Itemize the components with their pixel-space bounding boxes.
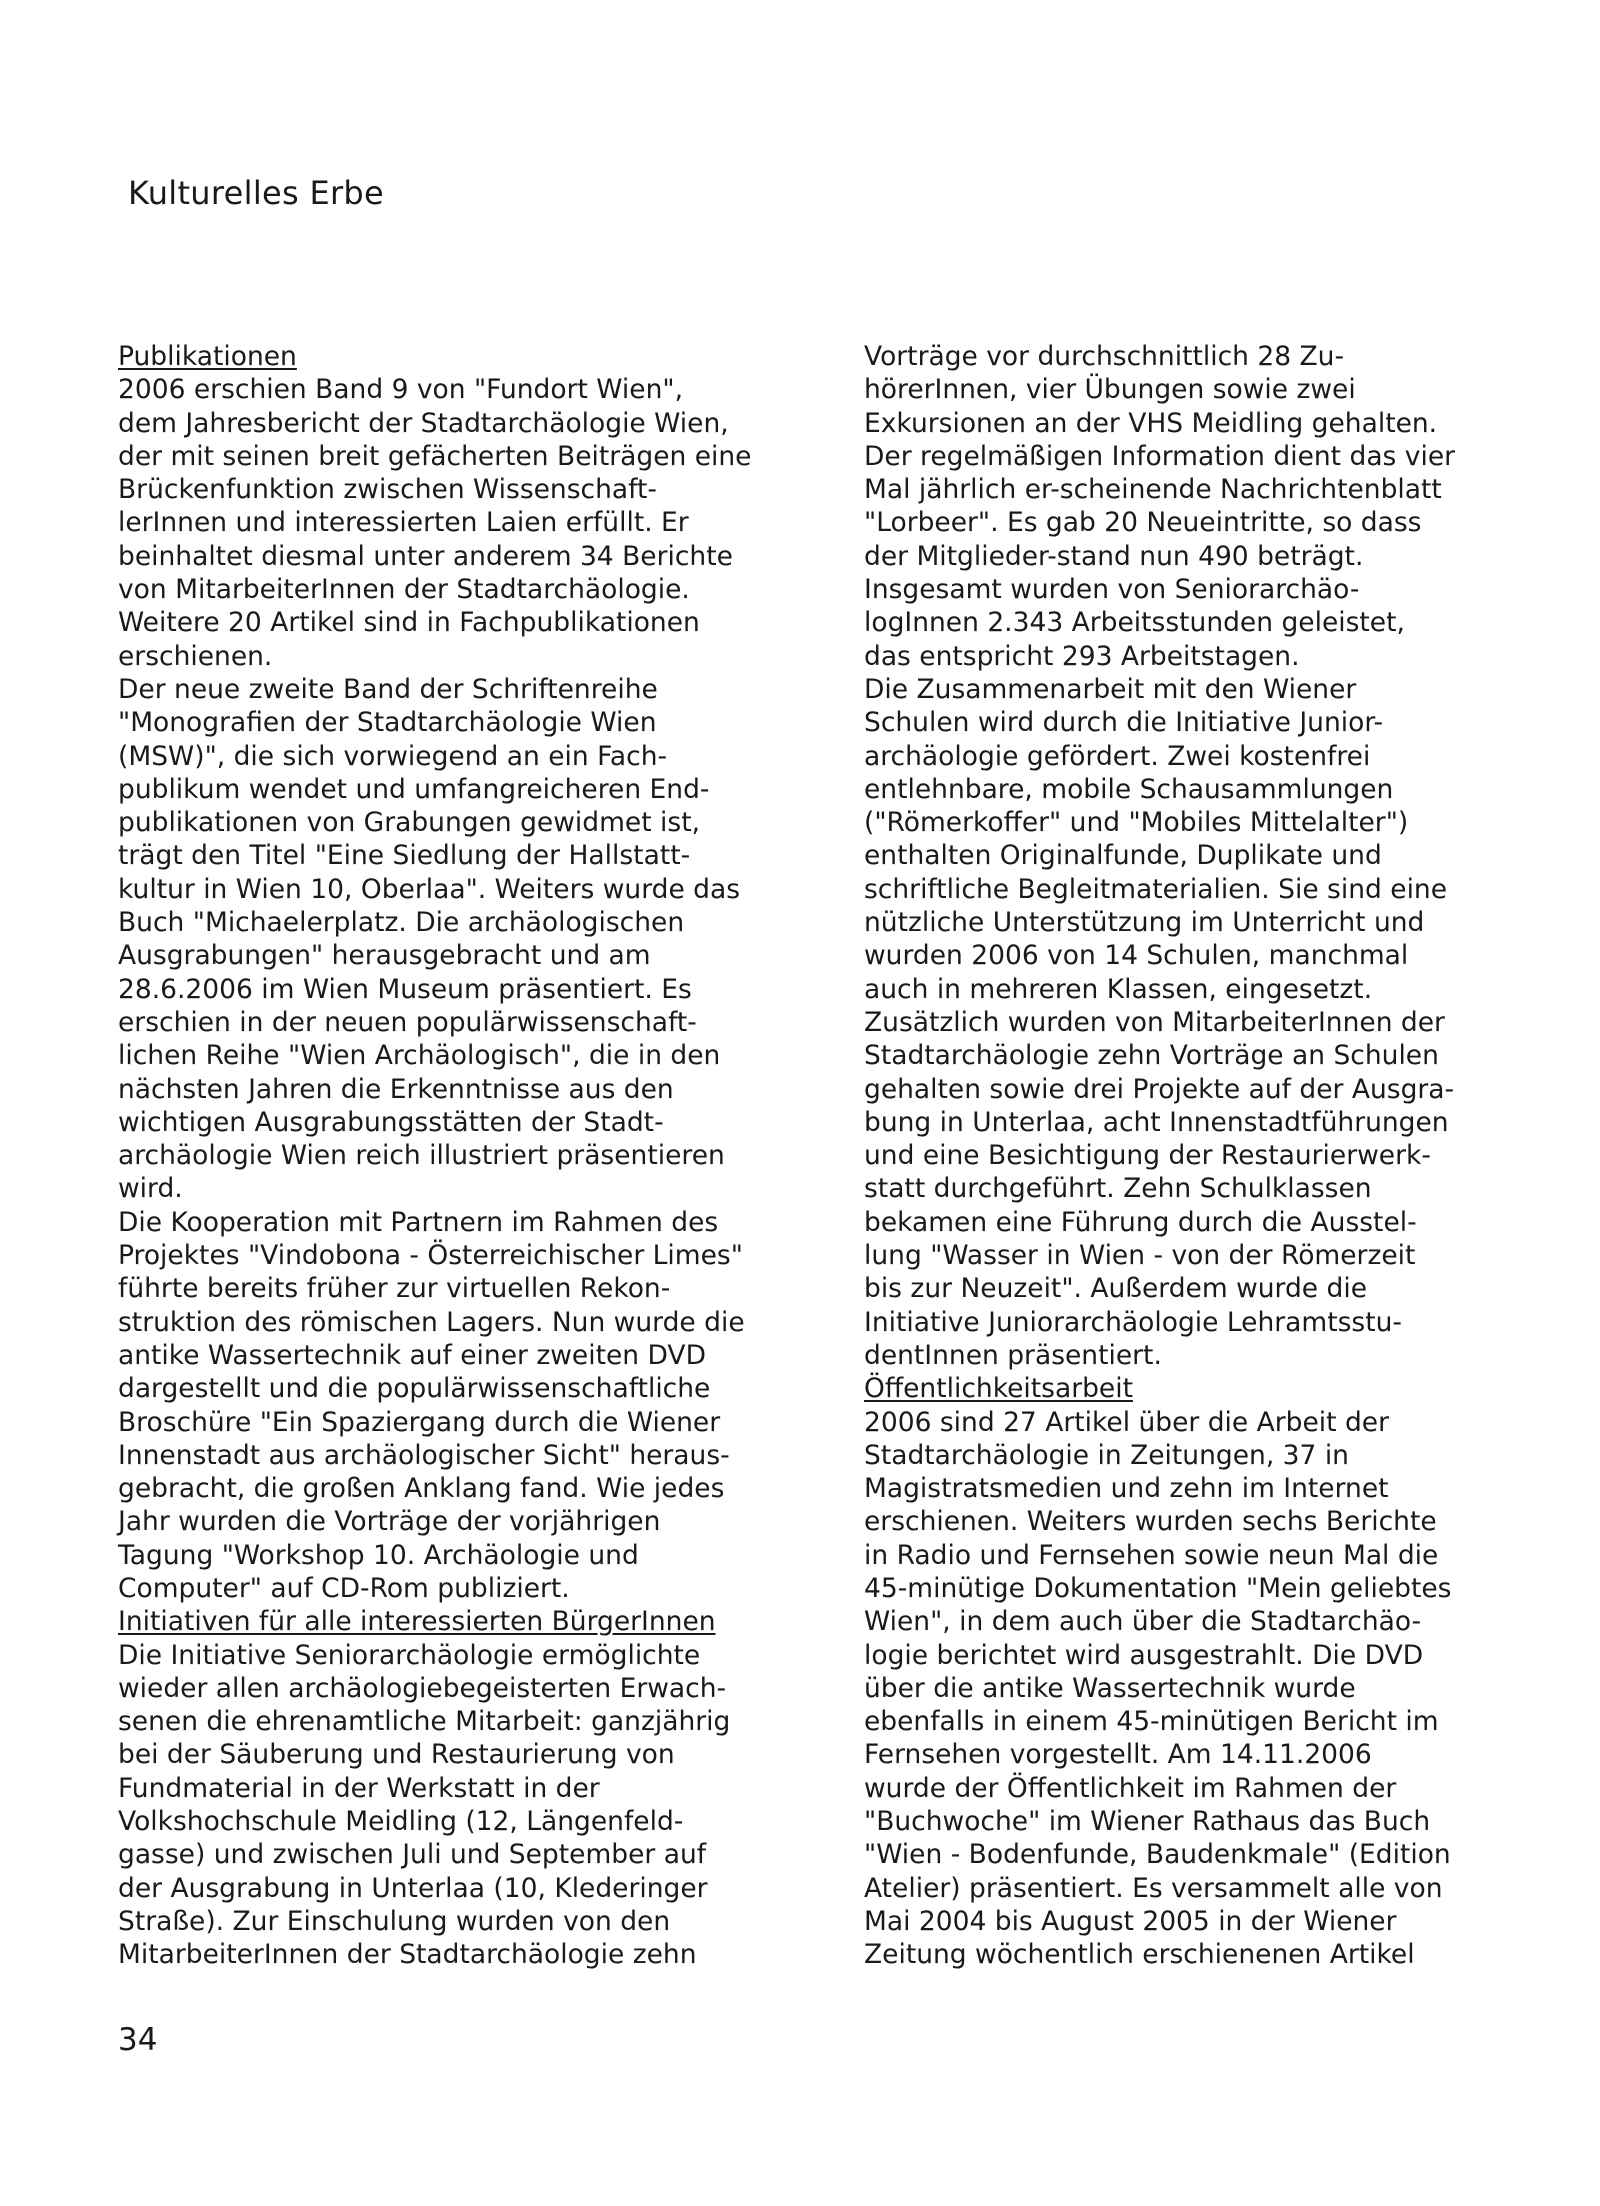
text-line: Innenstadt aus archäologischer Sicht" heraus-	[118, 1439, 730, 1471]
text-line: Buch "Michaelerplatz. Die archäologischen	[118, 907, 685, 939]
text-line: Wien", in dem auch über die Stadtarchäo-	[864, 1606, 1422, 1638]
text-line: das entspricht 293 Arbeitstagen.	[864, 640, 1300, 672]
text-line: kultur in Wien 10, Oberlaa". Weiters wurde das	[118, 873, 741, 905]
text-line: nützliche Unterstützung im Unterricht und	[864, 907, 1425, 939]
text-line: erschienen.	[118, 640, 273, 672]
text-line: bekamen eine Führung durch die Ausstel-	[864, 1206, 1417, 1238]
text-line: beinhaltet diesmal unter anderem 34 Berichte	[118, 540, 733, 572]
text-line: Exkursionen an der VHS Meidling gehalten.	[864, 407, 1438, 439]
text-line: Mal jährlich er-scheinende Nachrichtenblatt	[864, 474, 1442, 506]
text-line: Brückenfunktion zwischen Wissenschaft-	[118, 474, 657, 506]
text-line: Tagung "Workshop 10. Archäologie und	[118, 1539, 639, 1571]
text-line: schriftliche Begleitmaterialien. Sie sind eine	[864, 873, 1448, 905]
text-line: über die antike Wassertechnik wurde	[864, 1672, 1356, 1704]
text-line: struktion des römischen Lagers. Nun wurde die	[118, 1306, 745, 1338]
text-line: Zusätzlich wurden von MitarbeiterInnen der	[864, 1006, 1445, 1038]
text-line: 2006 sind 27 Artikel über die Arbeit der	[864, 1406, 1389, 1438]
text-line: Vorträge vor durchschnittlich 28 Zu-	[864, 341, 1345, 372]
text-line: Die Zusammenarbeit mit den Wiener	[864, 673, 1357, 705]
text-line: dentInnen präsentiert.	[864, 1339, 1162, 1371]
text-line: wird.	[118, 1173, 183, 1205]
text-line: der mit seinen breit gefächerten Beiträgen eine	[118, 440, 752, 472]
text-line: auch in mehreren Klassen, eingesetzt.	[864, 973, 1373, 1005]
text-line: hörerInnen, vier Übungen sowie zwei	[864, 374, 1356, 406]
text-line: "Buchwoche" im Wiener Rathaus das Buch	[864, 1806, 1431, 1838]
text-line: Die Initiative Seniorarchäologie ermöglichte	[118, 1639, 701, 1671]
text-line: publikum wendet und umfangreicheren End-	[118, 773, 710, 805]
text-line: nächsten Jahren die Erkenntnisse aus den	[118, 1073, 674, 1105]
text-line: bei der Säuberung und Restaurierung von	[118, 1739, 675, 1771]
section-heading: Initiativen für alle interessierten BürgerInnen	[118, 1606, 716, 1638]
right-column	[864, 340, 1524, 1972]
text-line: "Lorbeer". Es gab 20 Neueintritte, so dass	[864, 507, 1422, 539]
text-line: und eine Besichtigung der Restaurierwerk-	[864, 1140, 1431, 1172]
text-line: wurde der Öffentlichkeit im Rahmen der	[864, 1772, 1397, 1804]
text-line: Der neue zweite Band der Schriftenreihe	[118, 673, 658, 705]
text-line: Broschüre "Ein Spaziergang durch die Wiener	[118, 1406, 721, 1438]
section-heading: Öffentlichkeitsarbeit	[864, 1373, 1133, 1405]
text-line: führte bereits früher zur virtuellen Rekon-	[118, 1273, 671, 1305]
text-line: 2006 erschien Band 9 von "Fundort Wien",	[118, 374, 683, 406]
text-line: publikationen von Grabungen gewidmet ist,	[118, 807, 701, 839]
section-heading: Publikationen	[118, 341, 297, 372]
text-line: ebenfalls in einem 45-minütigen Bericht im	[864, 1706, 1439, 1738]
running-header: Kulturelles Erbe	[128, 174, 385, 212]
text-line: lung "Wasser in Wien - von der Römerzeit	[864, 1240, 1416, 1272]
text-line: gehalten sowie drei Projekte auf der Ausgra-	[864, 1073, 1455, 1105]
text-line: entlehnbare, mobile Schausammlungen	[864, 773, 1394, 805]
text-line: Stadtarchäologie in Zeitungen, 37 in	[864, 1439, 1349, 1471]
text-line: Der regelmäßigen Information dient das vier	[864, 440, 1456, 472]
text-line: Fernsehen vorgestellt. Am 14.11.2006	[864, 1739, 1372, 1771]
text-line: trägt den Titel "Eine Siedlung der Hallstatt-	[118, 840, 691, 872]
text-line: Magistratsmedien und zehn im Internet	[864, 1473, 1389, 1505]
text-line: der Ausgrabung in Unterlaa (10, Klederinger	[118, 1872, 708, 1904]
text-line: Stadtarchäologie zehn Vorträge an Schulen	[864, 1040, 1439, 1072]
text-line: lichen Reihe "Wien Archäologisch", die in den	[118, 1040, 721, 1072]
text-line: Computer" auf CD-Rom publiziert.	[118, 1572, 570, 1604]
text-line: gebracht, die großen Anklang fand. Wie jedes	[118, 1473, 725, 1505]
text-line: Schulen wird durch die Initiative Junior-	[864, 707, 1384, 739]
text-line: ("Römerkoffer" und "Mobiles Mittelalter")	[864, 807, 1409, 839]
text-line: lerInnen und interessierten Laien erfüllt. Er	[118, 507, 689, 539]
text-line: Insgesamt wurden von Seniorarchäo-	[864, 574, 1360, 606]
text-line: Volkshochschule Meidling (12, Längenfeld-	[118, 1806, 684, 1838]
text-line: Atelier) präsentiert. Es versammelt alle von	[864, 1872, 1443, 1904]
text-line: archäologie gefördert. Zwei kostenfrei	[864, 740, 1371, 772]
text-line: gasse) und zwischen Juli und September auf	[118, 1839, 707, 1871]
text-line: dargestellt und die populärwissenschaftliche	[118, 1373, 711, 1405]
text-line: 28.6.2006 im Wien Museum präsentiert. Es	[118, 973, 692, 1005]
text-line: archäologie Wien reich illustriert präsentieren	[118, 1140, 725, 1172]
text-line: MitarbeiterInnen der Stadtarchäologie zehn	[118, 1939, 697, 1971]
text-line: Mai 2004 bis August 2005 in der Wiener	[864, 1905, 1397, 1937]
text-line: Projektes "Vindobona - Österreichischer Limes"	[118, 1240, 743, 1272]
page-number: 34	[118, 2022, 158, 2058]
text-line: Fundmaterial in der Werkstatt in der	[118, 1772, 600, 1804]
text-line: "Wien - Bodenfunde, Baudenkmale" (Edition	[864, 1839, 1451, 1871]
text-line: in Radio und Fernsehen sowie neun Mal die	[864, 1539, 1439, 1571]
text-line: 45-minütige Dokumentation "Mein geliebtes	[864, 1572, 1452, 1604]
text-line: "Monografien der Stadtarchäologie Wien	[118, 707, 657, 739]
text-line: erschien in der neuen populärwissenschaft-	[118, 1006, 697, 1038]
text-line: enthalten Originalfunde, Duplikate und	[864, 840, 1382, 872]
text-line: der Mitglieder-stand nun 490 beträgt.	[864, 540, 1364, 572]
text-line: Ausgrabungen" herausgebracht und am	[118, 940, 651, 972]
text-line: logie berichtet wird ausgestrahlt. Die DVD	[864, 1639, 1424, 1671]
text-line: wieder allen archäologiebegeisterten Erwach-	[118, 1672, 727, 1704]
text-line: Straße). Zur Einschulung wurden von den	[118, 1905, 671, 1937]
text-line: Weitere 20 Artikel sind in Fachpublikationen	[118, 607, 700, 639]
text-line: wichtigen Ausgrabungsstätten der Stadt-	[118, 1106, 664, 1138]
text-line: Zeitung wöchentlich erschienenen Artikel	[864, 1939, 1415, 1971]
text-line: antike Wassertechnik auf einer zweiten DVD	[118, 1339, 706, 1371]
text-line: statt durchgeführt. Zehn Schulklassen	[864, 1173, 1372, 1205]
text-line: Die Kooperation mit Partnern im Rahmen des	[118, 1206, 719, 1238]
text-line: von MitarbeiterInnen der Stadtarchäologie.	[118, 574, 690, 606]
text-line: bis zur Neuzeit". Außerdem wurde die	[864, 1273, 1368, 1305]
text-line: logInnen 2.343 Arbeitsstunden geleistet,	[864, 607, 1405, 639]
text-line: (MSW)", die sich vorwiegend an ein Fach-	[118, 740, 668, 772]
text-line: Initiative Juniorarchäologie Lehramtsstu-	[864, 1306, 1402, 1338]
text-line: erschienen. Weiters wurden sechs Berichte	[864, 1506, 1437, 1538]
text-line: wurden 2006 von 14 Schulen, manchmal	[864, 940, 1409, 972]
text-line: dem Jahresbericht der Stadtarchäologie Wien,	[118, 407, 729, 439]
text-line: bung in Unterlaa, acht Innenstadtführungen	[864, 1106, 1449, 1138]
left-column	[118, 340, 818, 1972]
text-line: senen die ehrenamtliche Mitarbeit: ganzjährig	[118, 1706, 731, 1738]
text-line: Jahr wurden die Vorträge der vorjährigen	[118, 1506, 661, 1538]
